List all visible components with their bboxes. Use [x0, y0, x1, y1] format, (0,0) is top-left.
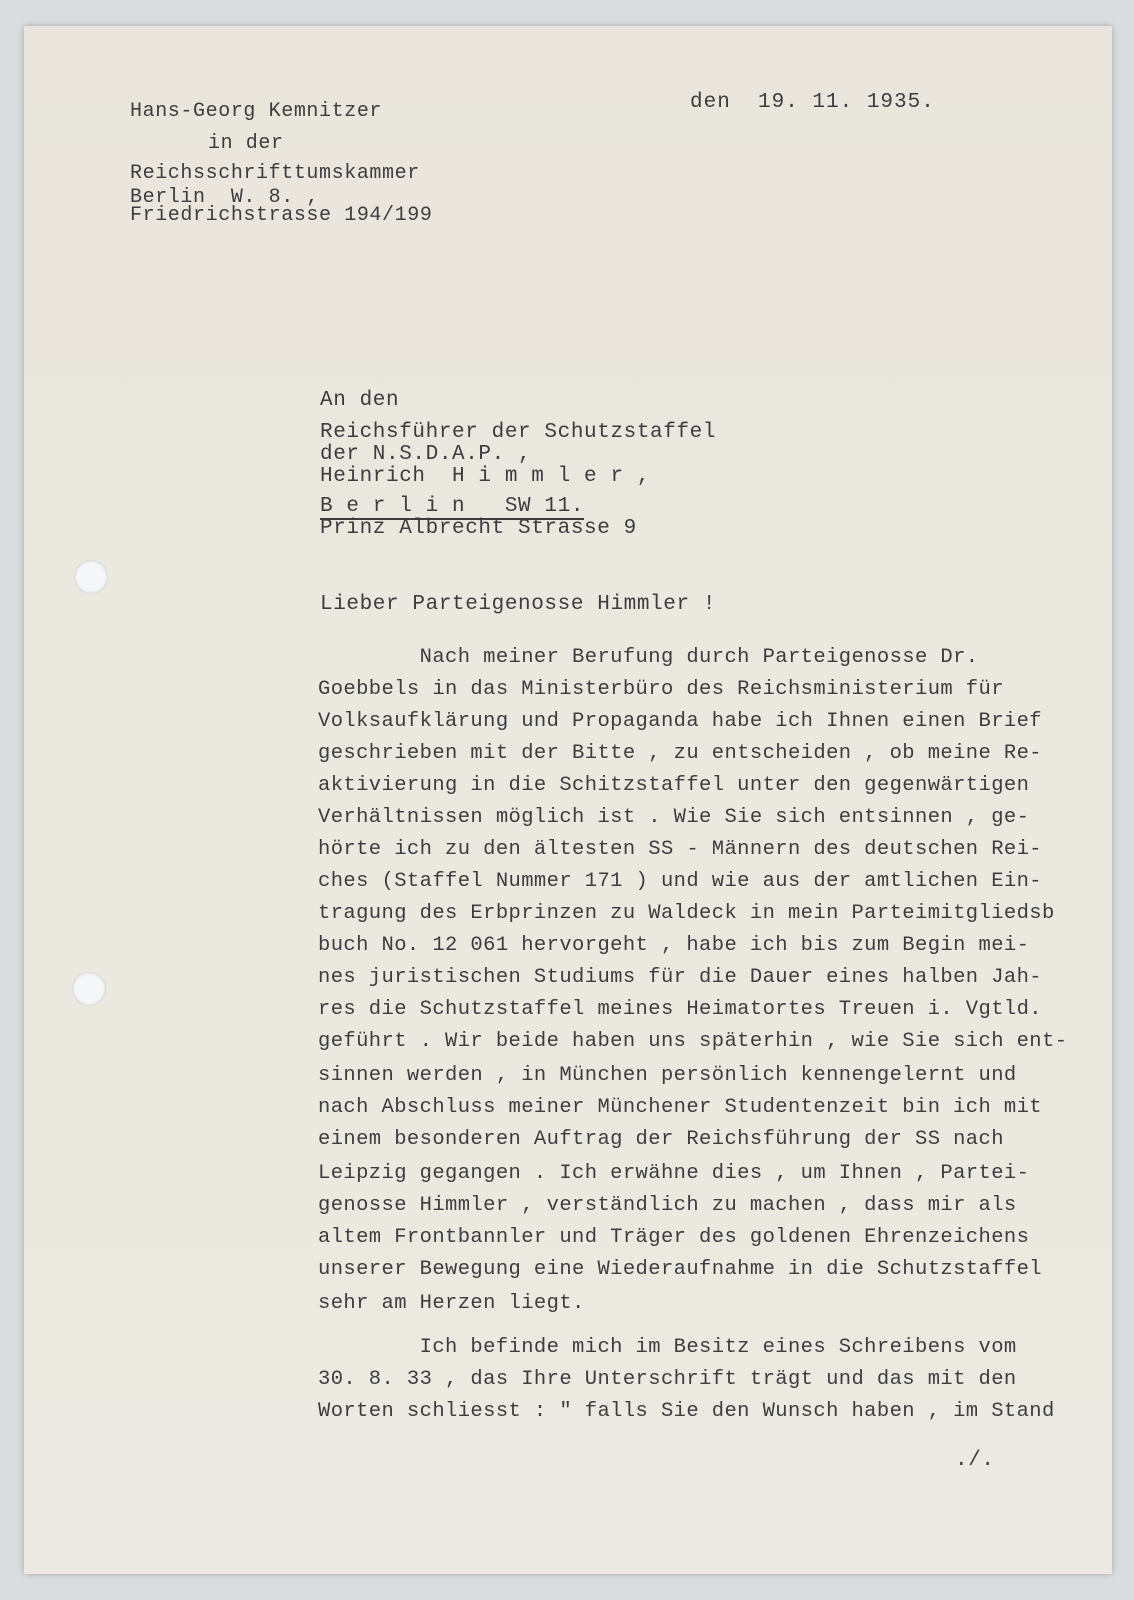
body-line: nes juristischen Studiums für die Dauer eines halben Jah-	[318, 966, 1043, 989]
body-line: tragung des Erbprinzen zu Waldeck in mein Parteimitgliedsb	[318, 902, 1055, 925]
body-line: einem besonderen Auftrag der Reichsführung der SS nach	[318, 1128, 1004, 1151]
recipient-city: B e r l i n SW 11.	[320, 495, 585, 518]
sender-street: Friedrichstrasse 194/199	[130, 204, 433, 227]
body-line: 30. 8. 33 , das Ihre Unterschrift trägt und das mit den	[318, 1368, 1017, 1391]
body-line: res die Schutzstaffel meines Heimatortes Treuen i. Vgtld.	[318, 998, 1043, 1021]
body-line: geführt . Wir beide haben uns späterhin , wie Sie sich ent-	[318, 1030, 1068, 1053]
recipient-line-2: Reichsführer der Schutzstaffel	[320, 421, 717, 444]
recipient-street: Prinz Albrecht Strasse 9	[320, 517, 637, 540]
body-line: nach Abschluss meiner Münchener Studentenzeit bin ich mit	[318, 1096, 1043, 1119]
recipient-line-1: An den	[320, 389, 400, 412]
sender-city: Berlin W. 8. ,	[130, 186, 320, 209]
punch-hole-bottom	[72, 972, 106, 1006]
body-line: geschrieben mit der Bitte , zu entscheiden , ob meine Re-	[318, 742, 1043, 765]
body-line: Goebbels in das Ministerbüro des Reichsministerium für	[318, 678, 1004, 701]
continuation-mark: ./.	[955, 1449, 995, 1472]
body-line: hörte ich zu den ältesten SS - Männern des deutschen Rei-	[318, 838, 1043, 861]
recipient-line-3: der N.S.D.A.P. ,	[320, 443, 532, 466]
body-line: Verhältnissen möglich ist . Wie Sie sich entsinnen , ge-	[318, 806, 1030, 829]
body-line: Nach meiner Berufung durch Parteigenosse Dr.	[318, 646, 979, 669]
letter-date: den 19. 11. 1935.	[690, 91, 935, 114]
body-line: unserer Bewegung eine Wiederaufnahme in die Schutzstaffel	[318, 1258, 1043, 1281]
body-line: Leipzig gegangen . Ich erwähne dies , um Ihnen , Partei-	[318, 1162, 1030, 1185]
body-line: altem Frontbannler und Träger des goldenen Ehrenzeichens	[318, 1226, 1030, 1249]
body-line: ches (Staffel Nummer 171 ) und wie aus der amtlichen Ein-	[318, 870, 1043, 893]
body-line: sehr am Herzen liegt.	[318, 1292, 585, 1315]
punch-hole-top	[74, 560, 108, 594]
body-line: Volksaufklärung und Propaganda habe ich Ihnen einen Brief	[318, 710, 1043, 733]
body-line: aktivierung in die Schitzstaffel unter den gegenwärtigen	[318, 774, 1030, 797]
recipient-name: Heinrich H i m m l e r ,	[320, 465, 651, 488]
body-line: Ich befinde mich im Besitz eines Schreibens vom	[318, 1336, 1017, 1359]
body-line: sinnen werden , in München persönlich kennengelernt und	[318, 1064, 1017, 1087]
body-line: buch No. 12 061 hervorgeht , habe ich bis zum Begin mei-	[318, 934, 1030, 957]
salutation: Lieber Parteigenosse Himmler !	[320, 593, 717, 616]
sender-name: Hans-Georg Kemnitzer	[130, 100, 383, 123]
sender-organisation: Reichsschrifttumskammer	[130, 162, 420, 185]
body-line: Worten schliesst : " falls Sie den Wunsch haben , im Stand	[318, 1400, 1055, 1423]
body-line: genosse Himmler , verständlich zu machen , dass mir als	[318, 1194, 1017, 1217]
sender-line-2: in der	[208, 132, 284, 155]
